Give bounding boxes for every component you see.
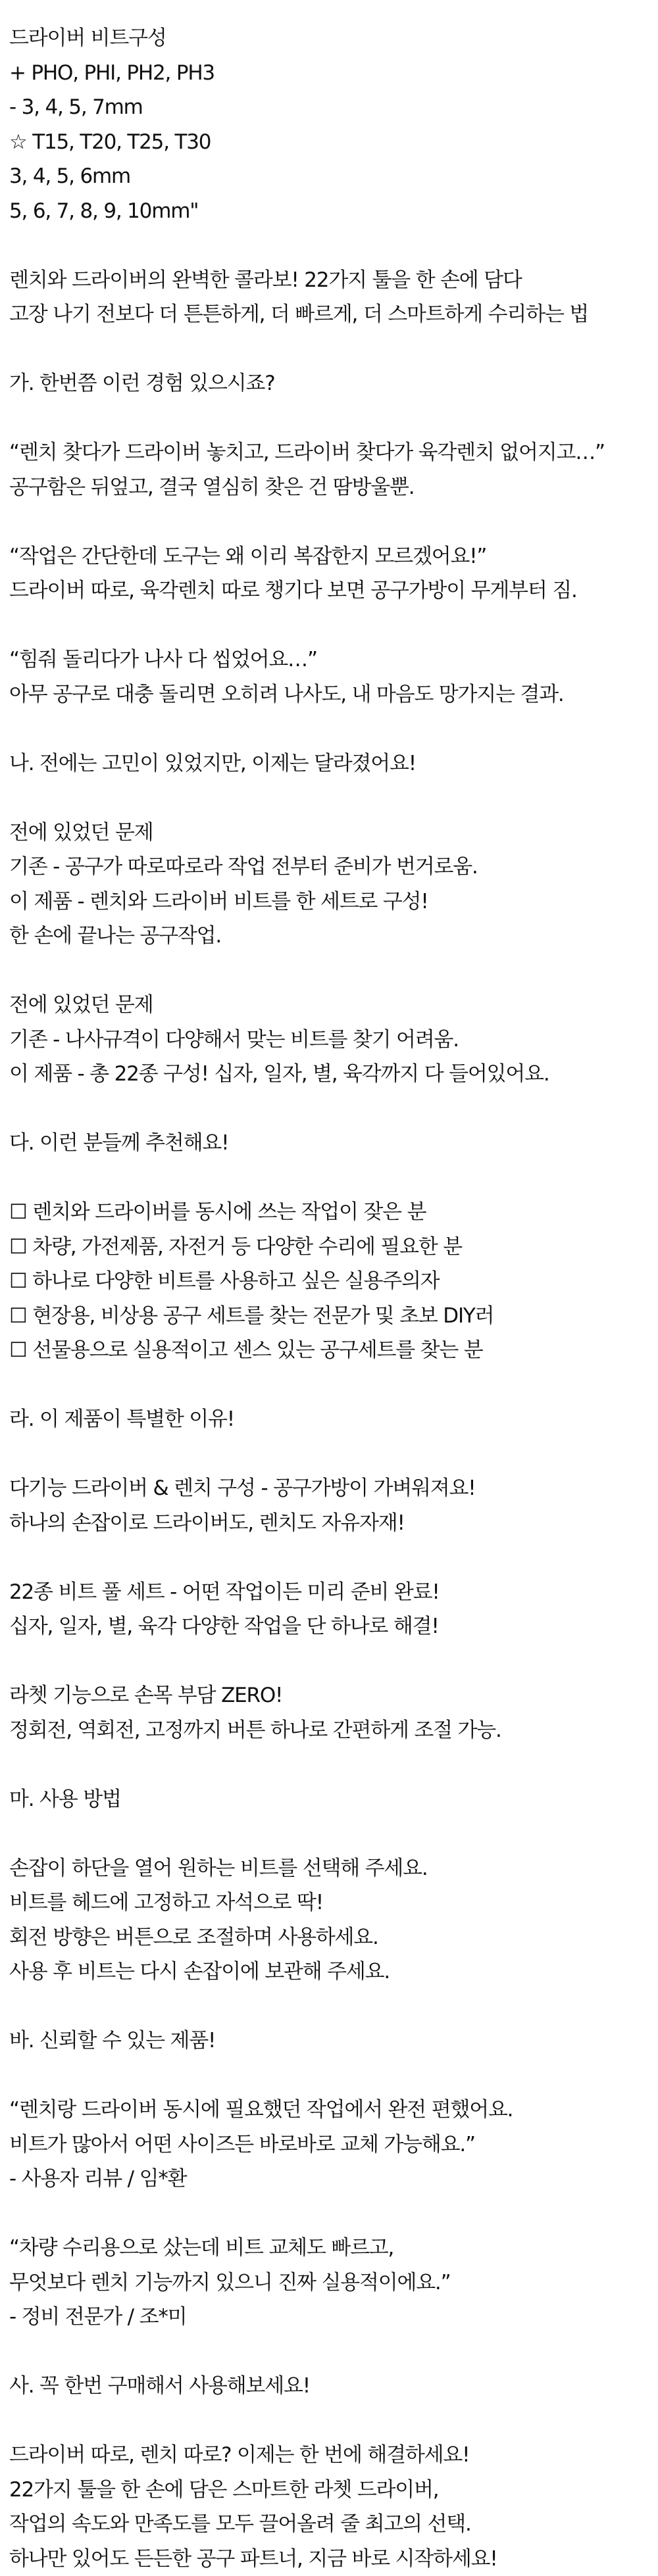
text-line: 22종 비트 풀 세트 - 어떤 작업이든 미리 준비 완료!: [9, 1575, 658, 1610]
text-line: 이 제품 - 총 22종 구성! 십자, 일자, 별, 육각까지 다 들어있어요.: [9, 1057, 658, 1092]
text-line: 5, 6, 7, 8, 9, 10mm": [9, 194, 658, 229]
text-line: 드라이버 따로, 육각렌치 따로 챙기다 보면 공구가방이 무게부터 짐.: [9, 573, 658, 608]
text-line: 마. 사용 방법: [9, 1782, 658, 1817]
text-line: 22가지 툴을 한 손에 담은 스마트한 라쳇 드라이버,: [9, 2473, 658, 2508]
text-line: 다기능 드라이버 & 렌치 구성 - 공구가방이 가벼워져요!: [9, 1471, 658, 1506]
text-line: 라. 이 제품이 특별한 이유!: [9, 1402, 658, 1437]
text-line: 사. 꼭 한번 구매해서 사용해보세요!: [9, 2369, 658, 2404]
text-line: 비트가 많아서 어떤 사이즈든 바로바로 교체 가능해요.”: [9, 2127, 658, 2162]
text-line: 사용 후 비트는 다시 손잡이에 보관해 주세요.: [9, 1955, 658, 1989]
blank-line: [9, 2335, 658, 2369]
text-line: 하나의 손잡이로 드라이버도, 렌치도 자유자재!: [9, 1506, 658, 1541]
text-line: 하나만 있어도 든든한 공구 파트너, 지금 바로 시작하세요!: [9, 2542, 658, 2576]
text-line: - 3, 4, 5, 7mm: [9, 90, 658, 125]
blank-line: [9, 2058, 658, 2093]
blank-line: [9, 2404, 658, 2439]
text-line: 아무 공구로 대충 돌리면 오히려 나사도, 내 마음도 망가지는 결과.: [9, 677, 658, 712]
text-line: 라쳇 기능으로 손목 부담 ZERO!: [9, 1678, 658, 1713]
text-line: 다. 이런 분들께 추천해요!: [9, 1126, 658, 1161]
blank-line: [9, 781, 658, 815]
blank-line: [9, 1092, 658, 1127]
blank-line: [9, 1989, 658, 2024]
text-line: 공구함은 뒤엎고, 결국 열심히 찾은 건 땀방울뿐.: [9, 470, 658, 505]
blank-line: [9, 1437, 658, 1472]
text-line: “힘줘 돌리다가 나사 다 씹었어요…”: [9, 643, 658, 677]
text-line: 비트를 헤드에 고정하고 자석으로 딱!: [9, 1885, 658, 1920]
blank-line: [9, 1747, 658, 1782]
text-line: 정회전, 역회전, 고정까지 버튼 하나로 간편하게 조절 가능.: [9, 1713, 658, 1748]
blank-line: [9, 401, 658, 436]
text-line: 고장 나기 전보다 더 튼튼하게, 더 빠르게, 더 스마트하게 수리하는 법: [9, 297, 658, 332]
blank-line: [9, 504, 658, 539]
text-line: 바. 신뢰할 수 있는 제품!: [9, 2024, 658, 2058]
text-line: ☐ 선물용으로 실용적이고 센스 있는 공구세트를 찾는 분: [9, 1333, 658, 1368]
blank-line: [9, 1540, 658, 1575]
text-line: “렌치 찾다가 드라이버 놓치고, 드라이버 찾다가 육각렌치 없어지고…”: [9, 435, 658, 470]
text-line: 3, 4, 5, 6mm: [9, 159, 658, 194]
text-line: 십자, 일자, 별, 육각 다양한 작업을 단 하나로 해결!: [9, 1609, 658, 1644]
text-line: - 사용자 리뷰 / 임*환: [9, 2162, 658, 2197]
blank-line: [9, 954, 658, 988]
blank-line: [9, 1644, 658, 1679]
text-line: ☐ 현장용, 비상용 공구 세트를 찾는 전문가 및 초보 DIY러: [9, 1299, 658, 1334]
text-line: - 정비 전문가 / 조*미: [9, 2300, 658, 2335]
text-line: “작업은 간단한데 도구는 왜 이리 복잡한지 모르겠어요!”: [9, 539, 658, 574]
text-line: 손잡이 하단을 열어 원하는 비트를 선택해 주세요.: [9, 1851, 658, 1886]
text-line: ☆ T15, T20, T25, T30: [9, 125, 658, 160]
text-line: 무엇보다 렌치 기능까지 있으니 진짜 실용적이에요.”: [9, 2266, 658, 2300]
text-line: 나. 전에는 고민이 있었지만, 이제는 달라졌어요!: [9, 746, 658, 781]
blank-line: [9, 2197, 658, 2231]
text-line: ☐ 하나로 다양한 비트를 사용하고 싶은 실용주의자: [9, 1264, 658, 1299]
text-line: 기존 - 나사규격이 다양해서 맞는 비트를 찾기 어려움.: [9, 1023, 658, 1057]
blank-line: [9, 332, 658, 367]
blank-line: [9, 1161, 658, 1196]
text-line: ☐ 차량, 가전제품, 자전거 등 다양한 수리에 필요한 분: [9, 1230, 658, 1265]
text-line: 전에 있었던 문제: [9, 815, 658, 850]
text-line: 전에 있었던 문제: [9, 988, 658, 1023]
blank-line: [9, 228, 658, 263]
text-line: 이 제품 - 렌치와 드라이버 비트를 한 세트로 구성!: [9, 885, 658, 919]
text-line: ☐ 렌치와 드라이버를 동시에 쓰는 작업이 잦은 분: [9, 1195, 658, 1230]
text-line: 렌치와 드라이버의 완벽한 콜라보! 22가지 툴을 한 손에 담다: [9, 263, 658, 298]
blank-line: [9, 712, 658, 746]
text-line: 드라이버 비트구성: [9, 21, 658, 56]
blank-line: [9, 1816, 658, 1851]
text-line: “차량 수리용으로 샀는데 비트 교체도 빠르고,: [9, 2231, 658, 2266]
blank-line: [9, 608, 658, 643]
text-line: 작업의 속도와 만족도를 모두 끌어올려 줄 최고의 선택.: [9, 2507, 658, 2542]
text-line: 드라이버 따로, 렌치 따로? 이제는 한 번에 해결하세요!: [9, 2438, 658, 2473]
blank-line: [9, 1368, 658, 1403]
text-line: 한 손에 끝나는 공구작업.: [9, 919, 658, 954]
text-line: 가. 한번쯤 이런 경험 있으시죠?: [9, 366, 658, 401]
text-line: 기존 - 공구가 따로따로라 작업 전부터 준비가 번거로움.: [9, 850, 658, 885]
text-line: + PHO, PHI, PH2, PH3: [9, 56, 658, 91]
text-line: 회전 방향은 버튼으로 조절하며 사용하세요.: [9, 1920, 658, 1955]
text-line: “렌치랑 드라이버 동시에 필요했던 작업에서 완전 편했어요.: [9, 2093, 658, 2127]
